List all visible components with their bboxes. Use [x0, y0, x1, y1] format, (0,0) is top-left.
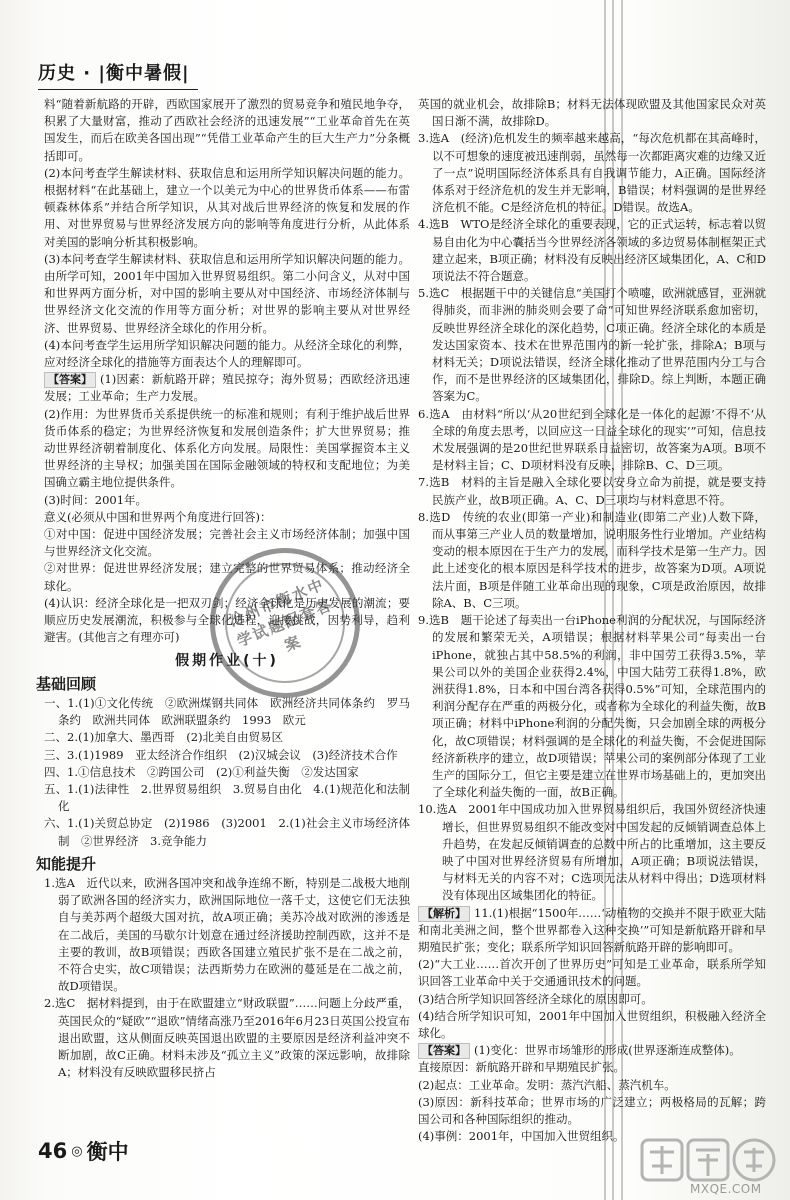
- answer-label: 【答案】: [44, 372, 96, 388]
- page-number: 46: [38, 1139, 68, 1163]
- basic-review-item: 二、2.(1)加拿大、墨西哥 (2)北美自由贸易区: [44, 730, 284, 745]
- answer-block: [44, 371, 410, 405]
- answer-block: [418, 1042, 766, 1059]
- basic-review-item: 六、1.(1)关贸总协定 (2)1986 (3)2001 2.(1)社会主义市场经济体制 ②世界经济 3.竞争能力: [44, 816, 410, 848]
- answer-text: (1)变化：世界市场雏形的形成(世界逐渐连成整体)。: [474, 1043, 741, 1058]
- basic-review-item: 一、1.(1)①文化传统 ②欧洲煤钢共同体 欧洲经济共同体条约 罗马条约 欧洲共同体 欧洲联盟条约 1993 欧元: [44, 695, 410, 728]
- basic-review-item: 五、1.(1)法律性 2.世界贸易组织 3.贸易自由化 4.(1)规范化和法制化: [44, 781, 410, 814]
- answer-text: (2)起点：工业革命。发明：蒸汽汽船、蒸汽机车。: [418, 1077, 676, 1092]
- question-answer: 4.选B WTO是经济全球化的重要表现，它的正式运转，标志着以贸易自由化为中心囊括当今世界经济各领域的多边贸易体制框架正式建立起来，B项正确；材料没有反映出经济区域集团化，A、C和D项说法不符合题意。: [418, 217, 766, 284]
- analysis-paragraph: 料“随着新航路的开辟，西欧国家展开了激烈的贸易竞争和殖民地争夺，积累了大量财富，推动了西欧社会经济的迅速发展”“工业革命首先在英国发生，而后在欧美各国出现”“凭借工业革命产生的巨大生产力”分条概括即可。: [44, 97, 410, 163]
- answer-text: (4)认识：经济全球化是一把双刃剑；经济全球化是历史发展的潮流；要顺应历史发展潮流，积极参与全球化进程，迎接挑战，因势利导，趋利避害。(其他言之有理亦可): [44, 595, 410, 645]
- page-header: [38, 56, 198, 90]
- question-answer: 英国的就业机会，故排除B；材料无法体现欧盟及其他国家民众对英国日渐不满，故排除D。: [418, 97, 766, 129]
- question-answer: 7.选B 材料的主旨是融入全球化要以安身立命为前提，就是要支持民族产业，故B项正确。A、C、D三项均与材料意思不符。: [418, 475, 766, 507]
- header-title: 历史 · |衡中暑假|: [38, 63, 190, 84]
- analysis-text: (2)“大工业……首次开创了世界历史”可知是工业革命，联系所学知识回答工业革命中关于交通通讯技术的问题。: [418, 957, 766, 989]
- analysis-paragraph: (2)本问考查学生解读材料、获取信息和运用所学知识解决问题的能力。根据材料“在此基础上，建立一个以美元为中心的世界货币体系——布雷顿森林体系”并结合所学知识，从其对战后世界经济的恢复和发展的作用、对世界贸易与世界经济发展方向的影响等角度进行分析，从此体系对美国的影响分析其积极影响。: [44, 165, 410, 249]
- analysis-block: [418, 905, 766, 957]
- page-footer: [38, 1136, 129, 1166]
- analysis-paragraph: (3)本问考查学生解读材料、获取信息和运用所学知识解决问题的能力。由所学可知，2001年中国加入世界贸易组织。第二小问含义，从对中国和世界两方面分析，对中国的影响主要从对中国经济、市场经济体制与世界经济文化交流的作用等方面分析；对世界的影响主要从对世界经济、世界贸易、世界经济全球化的作用分析。: [44, 251, 410, 335]
- basic-review-item: 四、1.①信息技术 ②跨国公司 (2)①利益失衡 ②发达国家: [44, 764, 359, 779]
- answer-text: (2)作用：为世界货币关系提供统一的标准和规则；有利于维护战后世界货币体系的稳定；为世界经济恢复和发展创造条件；扩大世界贸易；推动世界经济朝着制度化、体系化方向发展。局限性：美国掌握资本主义世界经济的主导权；加强美国在国际金融领域的特权和支配地位；为美国确立霸主地位提供条件。: [44, 406, 410, 490]
- analysis-text: (4)结合所学知识可知，2001年中国加入世贸组织，积极融入经济全球化。: [418, 1008, 766, 1040]
- analysis-text: 11.(1)根据“1500年……‘动植物的交换并不限于欧亚大陆和南北美洲之间，整个世界都卷入这种交换’”可知是新航路开辟和早期殖民扩张；变化；联系所学知识回答新航路开辟的影响即可。: [418, 905, 766, 954]
- answer-text: (4)事例：2001年，中国加入世贸组织。: [418, 1129, 625, 1144]
- question-answer: 10.选A 2001年中国成功加入世界贸易组织后，我国外贸经济快速增长，但世界贸易组织不能改变对中国发起的反倾销调查总体上升趋势，在发起反倾销调查的总数中所占的比重增加，这主要反映了中国对世界经济贸易有所增加，A项正确；B项说法错误，与材料无关的内容不对；C选项无法从材料中得出；D选项材料没有体现出区域集团化的特征。: [418, 802, 766, 903]
- question-answer: 3.选A (经济)危机发生的频率越来越高，“每次危机都在其高峰时，以不可想象的速度被迅速削弱，虽然每一次都距离灾难的边缘又近了一点”说明国际经济体系具有自我调节能力，A正确。国际经济体系对于经济危机的发生并无影响，B错误；材料强调的是世界经济危机不能。C是经济危机的特征。D错误。故选A。: [418, 131, 766, 215]
- analysis-text: (3)结合所学知识回答经济全球化的原因即可。: [418, 991, 653, 1006]
- answer-text: (3)原因：新科技革命；世界市场的广泛建立；两极格局的瓦解；跨国公司和各种国际组织的推动。: [418, 1094, 766, 1126]
- analysis-label: 【解析】: [418, 906, 470, 922]
- answer-text: ①对中国：促进中国经济发展；完善社会主义市场经济体制；加强中国与世界经济文化交流。: [44, 527, 410, 559]
- question-answer: 1.选A 近代以来，欧洲各国冲突和战争连绵不断，特别是二战极大地削弱了欧洲各国的经济实力，欧洲国际地位一落千丈，这使它们无法独自与美苏两个超级大国对抗，故A项正确；美苏冷战对欧洲的渗透是在二战后，美国的马歇尔计划意在通过经济援助控制西欧，这并不是主要的教训，故B项错误；西欧各国建立殖民扩张不是在二战之前，不符合史实，故C项错误；法西斯势力在欧洲的蔓延是在二战之前，故D项错误。: [44, 875, 410, 994]
- question-answer: 9.选B 题干论述了每卖出一台iPhone利润的分配状况，与国际经济的发展和繁荣无关，A项错误；根据材料苹果公司“每卖出一台iPhone，就独占其中58.5%的利润，非中国劳工获得3.5%，苹果公司以外的美国企业获得2.4%，中国大陆劳工获得1.8%，欧洲获得1.8%，日本和中国台湾各获得0.5%”可知，全球范围内的利润分配存在严重的两极分化，或者称为全球化的利益失衡，故B项正确；材料中iPhone利润的分配失衡，只会加剧全球的两极分化，故C项错误；材料强调的是全球化的利益失衡，不会促进国际经济新秩序的建立，故D项错误；苹果公司的案例部分体现了工业生产的国际分工，但它主要是建立在世界市场基础上的，更加突出了全球化利益失衡的一面，故B正确。: [418, 613, 766, 800]
- answer-text: (1)因素：新航路开辟；殖民掠夺；海外贸易；西欧经济迅速发展；工业革命；生产力发展。: [44, 372, 410, 404]
- question-answer: 2.选C 据材料提到，由于在欧盟建立“财政联盟”……问题上分歧严重，英国民众的“疑欧”“退欧”情绪高涨乃至2016年6月23日英国公投宣布退出欧盟，这从侧面反映英国退出欧盟的主要原因是经济利益冲突不断加剧，故C正确。材料未涉及“孤立主义”政策的深远影响，故排除A；材料没有反映欧盟移民挤占: [44, 996, 410, 1080]
- watermark-url: MXQE.COM: [690, 1182, 762, 1196]
- question-answer: 6.选A 由材料“所以‘从20世纪到全球化是一体化的起源’不得不‘从全球的角度去思考，以回应这一日益全球化的现实’”可知，信息技术发展强调的是20世纪世界联系日益密切，故答案为A项。B项不是材料主旨；C、D项材料没有反映，排除B、C、D三项。: [418, 406, 766, 473]
- analysis-paragraph: (4)本问考查学生运用所学知识解决问题的能力。从经济全球化的利弊，应对经济全球化的措施等方面表达个人的理解即可。: [44, 337, 410, 370]
- footer-circle-icon: ◎: [71, 1143, 83, 1159]
- seal-stamp-text: 沧州市衡水中学试题配套答案: [226, 575, 336, 655]
- basic-review-item: 三、3.(1)1989 亚太经济合作组织 (2)汉城会议 (3)经济技术合作: [44, 747, 398, 762]
- answer-text: 意义(必须从中国和世界两个角度进行回答)：: [44, 509, 272, 524]
- answer-text: (3)时间：2001年。: [44, 492, 148, 507]
- answer-text: 直接原因：新航路开辟和早期殖民扩张。: [418, 1060, 625, 1075]
- right-column: [418, 96, 766, 1145]
- question-answer: 5.选C 根据题干中的关键信息“美国打个喷嚏，欧洲就感冒，亚洲就得肺炎，而非洲的肺炎则会要了命”可知世界经济联系愈加密切，反映世界经济全球化的深化趋势，C项正确。经济全球化的本质是发达国家资本、技术在世界范围内的新一轮扩张，排除A；B项与材料无关；D项说法错误，经济全球化推动了世界范围内分工与合作，而不是世界经济的区域集团化，排除D。综上判断，本题正确答案为C。: [418, 286, 766, 404]
- holiday-homework-title: 假期作业(十): [175, 652, 279, 669]
- footer-brand: 衡中: [86, 1140, 129, 1164]
- question-answer: 8.选D 传统的农业(即第一产业)和制造业(即第二产业)人数下降，而从事第三产业人员的数量增加，说明服务性行业增加。产业结构变动的根本原因在于生产力的发展，而科学技术是第一生产力。因此上述变化的根本原因是科学技术的进步，故答案为D项。A项说法片面，B项是伴随工业革命出现的现象，C项是政治原因，故排除A、B、C三项。: [418, 509, 766, 610]
- section-title: 知能提升: [36, 854, 97, 873]
- answer-text: ②对世界：促进世界经济发展；建立完整的世界贸易体系；推动经济全球化。: [44, 561, 410, 593]
- answer-label: 【答案】: [418, 1043, 470, 1059]
- section-title: 基础回顾: [36, 674, 97, 693]
